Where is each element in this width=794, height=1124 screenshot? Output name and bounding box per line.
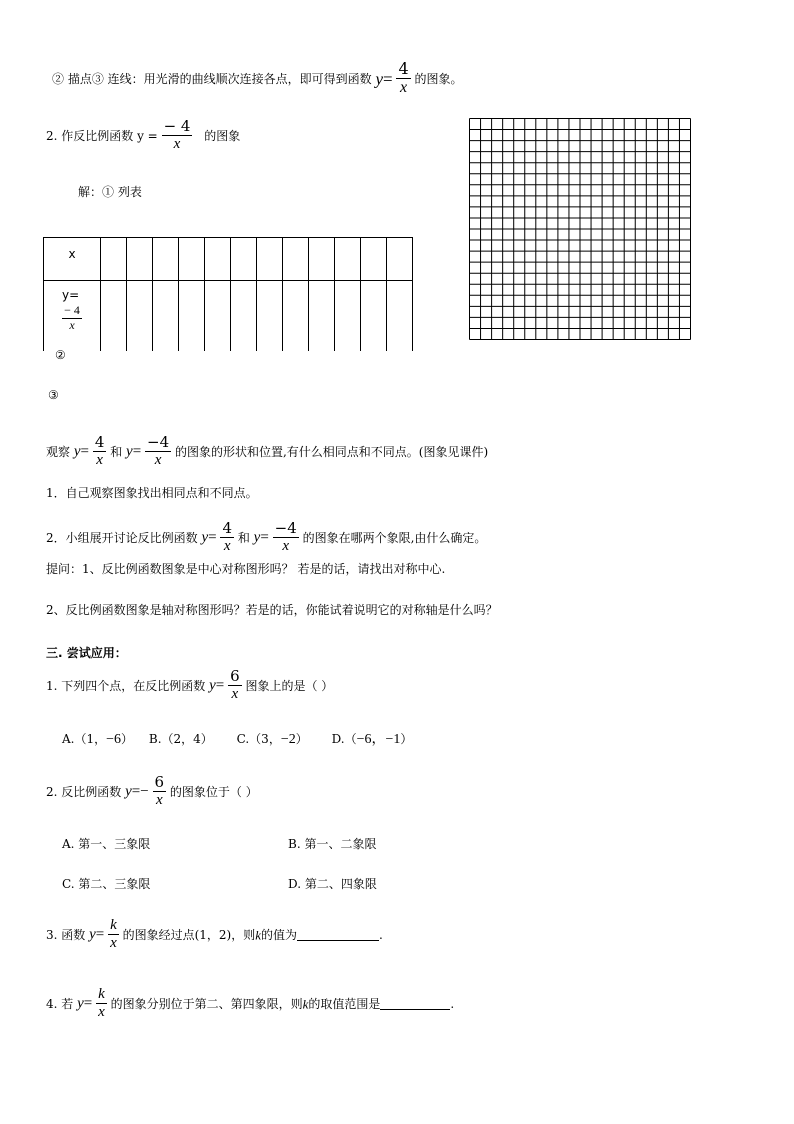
equals-sign: = xyxy=(80,443,89,460)
y-label: y= xyxy=(62,288,80,302)
fraction-numerator: k xyxy=(96,986,107,1004)
exercise-4-prefix: 4. 若 xyxy=(46,996,74,1011)
function-y-var: y xyxy=(375,69,384,89)
equals-sign: = xyxy=(208,529,217,546)
table-cell[interactable] xyxy=(335,238,361,281)
exercise-3-prefix: 3. 函数 xyxy=(46,927,86,942)
exercise-1-options xyxy=(62,733,412,747)
exercise-2-prefix: 2. 反比例函数 xyxy=(46,784,122,799)
exercise-2-suffix: 的图象位于（ ） xyxy=(169,784,258,799)
table-cell[interactable] xyxy=(205,281,231,352)
exercise-2-option-a[interactable]: A. 第一、三象限 xyxy=(62,837,151,851)
table-cell[interactable] xyxy=(179,281,205,352)
fraction-neg4-over-x xyxy=(162,118,193,154)
circle-3-marker: ③ xyxy=(48,388,59,402)
table-cell[interactable] xyxy=(153,238,179,281)
fraction-numerator: − 4 xyxy=(163,117,191,135)
fraction-4-over-x xyxy=(220,520,234,556)
table-cell[interactable] xyxy=(153,281,179,352)
equals-sign: = xyxy=(132,443,142,460)
table-header-y xyxy=(44,281,101,352)
step-suffix: 的图象。 xyxy=(414,71,463,86)
fraction-numerator: 6 xyxy=(154,773,165,791)
minus-sign: − xyxy=(140,783,149,800)
y-var: y xyxy=(125,783,132,800)
table-cell[interactable] xyxy=(257,238,283,281)
fraction-numerator: −4 xyxy=(274,519,297,537)
table-row-x xyxy=(44,238,413,281)
exercise-4 xyxy=(46,986,454,1022)
equals-sign: = xyxy=(131,783,141,800)
table-cell[interactable] xyxy=(179,238,205,281)
grid-paper xyxy=(469,118,691,340)
fraction-denominator: x xyxy=(96,452,103,469)
equals-sign: = xyxy=(83,995,93,1012)
table-cell[interactable] xyxy=(387,281,413,352)
table-cell[interactable] xyxy=(231,281,257,352)
fraction-numerator: 4 xyxy=(222,519,232,537)
step-text: ② 描点③ 连线：用光滑的曲线顺次连接各点，即可得到函数 xyxy=(52,71,372,86)
exercise-2-option-c[interactable]: C. 第二、三象限 xyxy=(62,877,151,891)
table-cell[interactable] xyxy=(361,281,387,352)
observe-suffix: 的图象的形状和位置,有什么相同点和不同点。(图象见课件) xyxy=(174,444,489,459)
table-cell[interactable] xyxy=(309,281,335,352)
option-b[interactable]: B.（2，4） xyxy=(148,732,213,746)
period: . xyxy=(379,927,383,942)
fraction-denominator: x xyxy=(69,317,75,332)
answer-blank[interactable] xyxy=(380,997,450,1010)
item-2-prefix: 2．小组展开讨论反比例函数 xyxy=(46,530,198,545)
fraction-denominator: x xyxy=(173,136,181,153)
and-word: 和 xyxy=(110,444,123,459)
k-var: k xyxy=(302,996,309,1012)
y-var: y xyxy=(126,443,133,460)
exercise-3-suffix: 的值为 xyxy=(260,927,297,942)
fraction-k-over-x xyxy=(96,986,107,1022)
table-cell[interactable] xyxy=(127,238,153,281)
table-header-x xyxy=(44,238,101,281)
option-c[interactable]: C.（3，−2） xyxy=(236,732,308,747)
fraction-4-over-x xyxy=(396,60,410,98)
fraction-neg4-over-x xyxy=(145,434,171,470)
table-cell[interactable] xyxy=(361,238,387,281)
exercise-2-option-d[interactable]: D. 第二、四象限 xyxy=(288,877,377,891)
question-axis-symmetry: 2、反比例函数图象是轴对称图形吗？若是的话，你能试着说明它的对称轴是什么吗？ xyxy=(46,603,498,617)
table-cell[interactable] xyxy=(283,281,309,352)
y-var: y xyxy=(89,926,96,943)
question-2-plot xyxy=(46,118,240,154)
equals-sign: = xyxy=(95,926,105,943)
fraction-numerator: 6 xyxy=(230,667,240,685)
exercise-1-prefix: 1. 下列四个点，在反比例函数 xyxy=(46,678,206,693)
k-var: k xyxy=(255,927,261,943)
table-cell[interactable] xyxy=(205,238,231,281)
fraction-denominator: x xyxy=(223,538,231,555)
y-var: y xyxy=(209,677,216,694)
fraction-denominator: x xyxy=(231,686,239,703)
option-a[interactable]: A.（1，−6） xyxy=(62,732,134,747)
answer-blank[interactable] xyxy=(297,928,379,941)
observe-line xyxy=(46,434,488,470)
equals-sign: = xyxy=(260,529,269,546)
table-cell[interactable] xyxy=(387,238,413,281)
step-plot-connect-line xyxy=(52,60,462,98)
exercise-1-suffix: 图象上的是（ ） xyxy=(245,678,334,693)
observe-prefix: 观察 xyxy=(46,444,71,459)
value-table xyxy=(43,237,413,351)
exercise-1 xyxy=(46,668,333,704)
fraction-denominator: x xyxy=(399,79,408,97)
solution-label: 解：① 列表 xyxy=(78,185,142,199)
section-3-title: 三. 尝试应用： xyxy=(46,646,127,660)
fraction-denominator: x xyxy=(98,1004,105,1021)
y-var: y xyxy=(73,443,81,460)
fraction-k-over-x xyxy=(108,917,119,953)
fraction-denominator: x xyxy=(155,792,163,809)
table-cell[interactable] xyxy=(257,281,283,352)
exercise-3-middle: 的图象经过点(1，2)，则 xyxy=(122,927,256,942)
fraction-denominator: x xyxy=(154,452,162,469)
question-2-text: 2. 作反比例函数 y = xyxy=(46,128,158,143)
exercise-4-middle: 的图象分别位于第二、第四象限，则 xyxy=(110,996,303,1011)
fraction-numerator: 4 xyxy=(94,433,105,451)
table-row-y xyxy=(44,281,413,352)
y-var: y xyxy=(77,995,84,1012)
equals-sign: = xyxy=(215,677,225,694)
exercise-4-suffix: 的取值范围是 xyxy=(308,996,381,1011)
fraction-numerator: − 4 xyxy=(64,303,80,317)
item-2-suffix: 的图象在哪两个象限,由什么确定。 xyxy=(302,530,487,545)
fraction-neg4-over-x xyxy=(62,304,82,333)
observe-item-2 xyxy=(46,520,486,556)
exercise-2-option-b[interactable]: B. 第一、二象限 xyxy=(288,837,377,851)
option-d[interactable]: D.（−6，−1） xyxy=(331,732,413,747)
table-cell[interactable] xyxy=(309,238,335,281)
fraction-neg4-over-x xyxy=(273,520,299,556)
table-cell[interactable] xyxy=(335,281,361,352)
and-word: 和 xyxy=(237,530,250,545)
fraction-denominator: x xyxy=(282,538,290,555)
fraction-6-over-x xyxy=(153,774,167,810)
exercise-2 xyxy=(46,774,258,810)
table-cell[interactable] xyxy=(101,281,127,352)
fraction-numerator: −4 xyxy=(147,433,170,451)
observe-item-1: 1．自己观察图象找出相同点和不同点。 xyxy=(46,486,258,500)
table-cell[interactable] xyxy=(127,281,153,352)
fraction-6-over-x xyxy=(228,668,242,704)
question-2-suffix: 的图象 xyxy=(204,128,241,143)
fraction-denominator: x xyxy=(110,935,117,952)
equals-sign: = xyxy=(383,69,393,89)
table-cell[interactable] xyxy=(231,238,257,281)
fraction-numerator: k xyxy=(108,917,119,935)
exercise-3 xyxy=(46,917,383,953)
y-var: y xyxy=(201,529,209,546)
x-label: x xyxy=(68,247,76,261)
period: . xyxy=(450,996,455,1011)
table-cell[interactable] xyxy=(101,238,127,281)
question-center-symmetry: 提问：1、反比例函数图象是中心对称图形吗？ 若是的话，请找出对称中心. xyxy=(46,562,446,576)
y-var: y xyxy=(253,529,261,546)
fraction-numerator: 4 xyxy=(398,59,409,78)
circle-2-marker: ② xyxy=(55,348,66,362)
fraction-4-over-x xyxy=(93,434,107,470)
table-cell[interactable] xyxy=(283,238,309,281)
